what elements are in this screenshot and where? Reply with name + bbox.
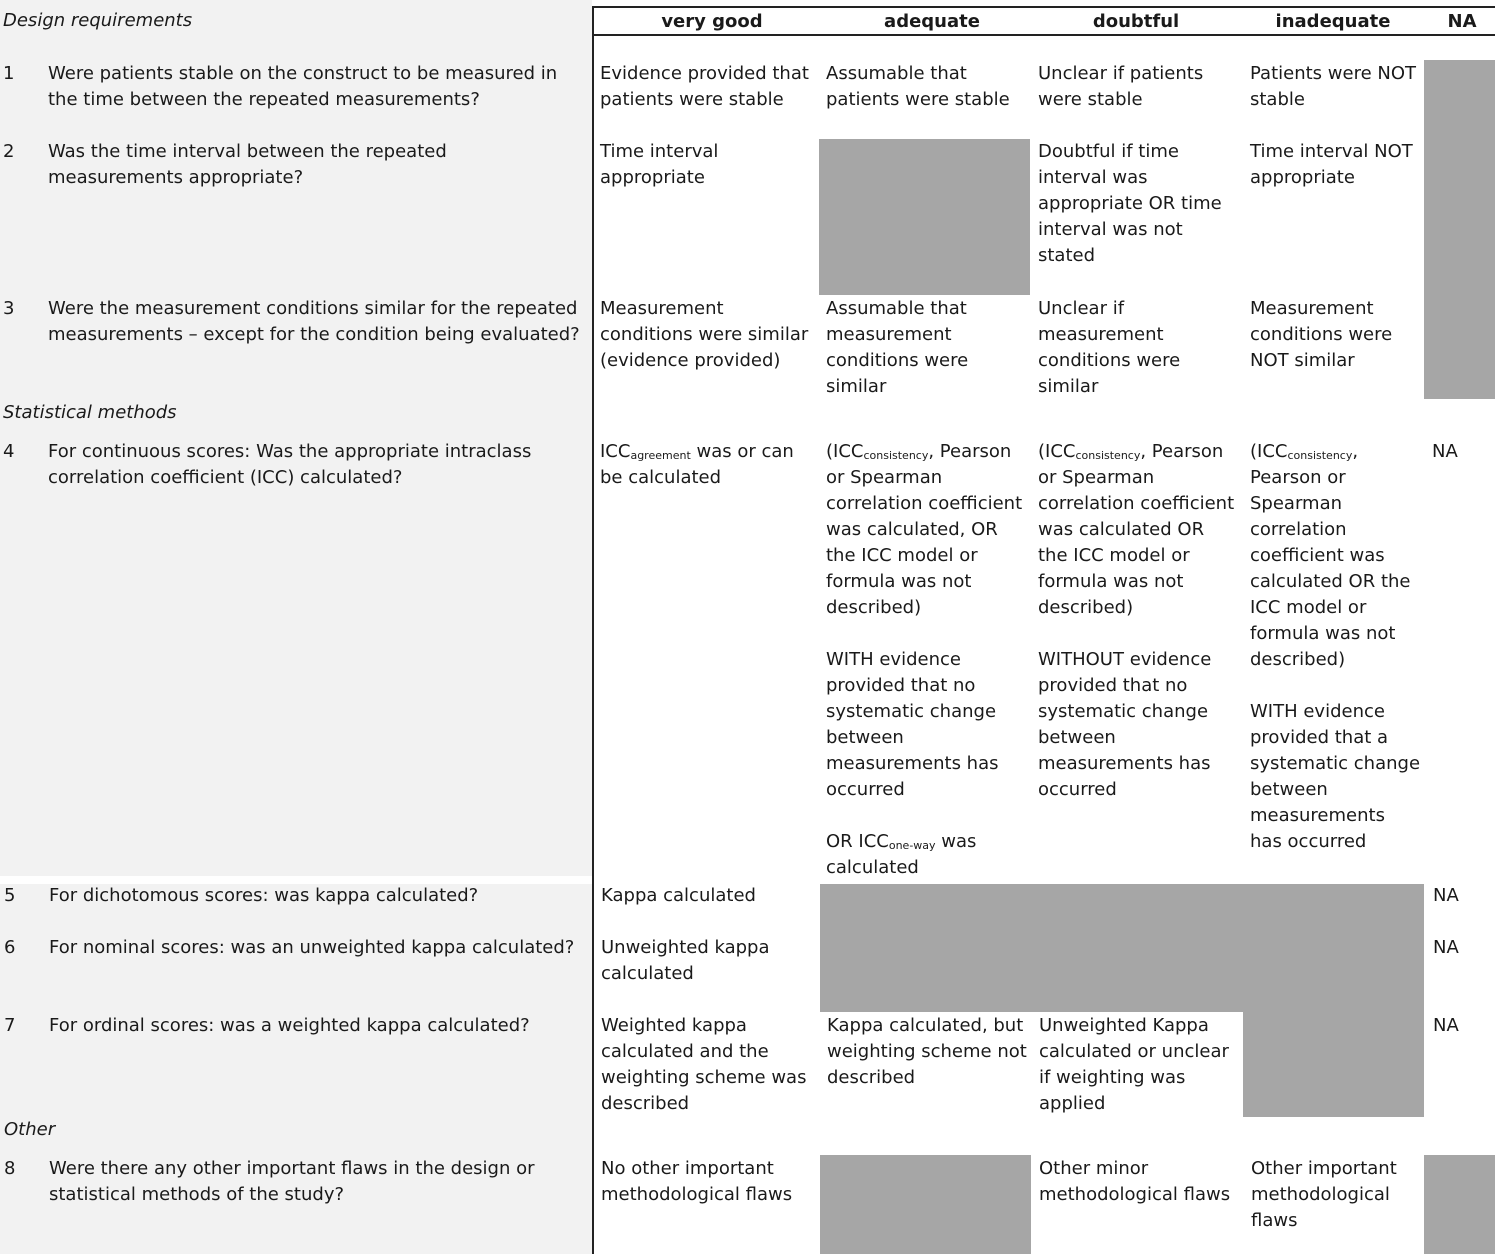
row-6-very-good: Unweighted kappa calculated xyxy=(601,937,770,984)
section-design-requirements: Design requirements xyxy=(3,10,193,31)
row-4-adequate-p3-a: OR ICC xyxy=(826,831,889,852)
row-2-inadequate: Time interval NOT appropriate xyxy=(1250,141,1413,188)
row-4-inadequate-p1 xyxy=(1250,439,1422,673)
row-6-number: 6 xyxy=(4,937,16,958)
row-8-doubtful: Other minor methodological flaws xyxy=(1039,1158,1231,1205)
inadequate-block-row-7 xyxy=(1243,1012,1424,1117)
row-4-number: 4 xyxy=(3,441,15,462)
header-inadequate: inadequate xyxy=(1275,11,1391,32)
row-7-number: 7 xyxy=(4,1015,16,1036)
row-7-question: For ordinal scores: was a weighted kappa calculated? xyxy=(49,1015,530,1036)
row-7-very-good: Weighted kappa calculated and the weighting scheme was described xyxy=(601,1015,807,1114)
row-8-question: Were there any other important flaws in the design or statistical methods of the study? xyxy=(49,1158,535,1205)
row-4-adequate-rest: , Pearson or Spearman correlation coefficient was calculated, OR the ICC model or formula was not described) xyxy=(826,441,1023,618)
row-1-very-good: Evidence provided that patients were stable xyxy=(600,63,809,110)
header-doubtful: doubtful xyxy=(1092,11,1180,32)
adequate-block-row-2 xyxy=(819,139,1030,295)
row-5-number: 5 xyxy=(4,885,16,906)
na-block-rows-1-3 xyxy=(1424,60,1495,399)
row-4-doubtful-p1 xyxy=(1038,439,1238,621)
row-4-adequate-p3-sub: one-way xyxy=(888,839,936,852)
row-7-na: NA xyxy=(1433,1015,1459,1036)
row-4-doubtful-p2: WITHOUT evidence provided that no systematic change between measurements has occurred xyxy=(1038,649,1212,800)
row-4-inadequate-rest: , Pearson or Spearman correlation coefficient was calculated OR the ICC model or formula was not described) xyxy=(1250,441,1411,670)
row-3-number: 3 xyxy=(3,298,15,319)
row-4-doubtful xyxy=(1038,439,1238,803)
row-4-doubtful-sub: consistency xyxy=(1075,449,1141,462)
row-4-very-good-sub: agreement xyxy=(630,449,691,462)
row-4-adequate-open: (ICC xyxy=(826,441,864,462)
section-statistical-methods: Statistical methods xyxy=(3,402,177,423)
row-6-question: For nominal scores: was an unweighted kappa calculated? xyxy=(49,937,575,958)
row-3-very-good: Measurement conditions were similar (evidence provided) xyxy=(600,298,809,371)
row-4-doubtful-open: (ICC xyxy=(1038,441,1076,462)
row-3-adequate: Assumable that measurement conditions were similar xyxy=(826,298,969,397)
row-5-very-good: Kappa calculated xyxy=(601,885,756,906)
table-left-border xyxy=(592,6,594,1254)
block-rows-5-6 xyxy=(820,884,1424,1012)
row-4-very-good-text: was or can be calculated xyxy=(600,441,794,488)
row-5-question: For dichotomous scores: was kappa calculated? xyxy=(49,885,479,906)
left-panel-top xyxy=(0,0,592,876)
row-4-inadequate-p2: WITH evidence provided that a systematic change between measurements has occurred xyxy=(1250,701,1421,852)
row-2-number: 2 xyxy=(3,141,15,162)
row-7-adequate: Kappa calculated, but weighting scheme not described xyxy=(827,1015,1027,1088)
header-top-border xyxy=(592,6,1495,8)
row-1-adequate: Assumable that patients were stable xyxy=(826,63,1010,110)
row-4-adequate xyxy=(826,439,1026,881)
header-na: NA xyxy=(1447,11,1477,32)
row-3-doubtful: Unclear if measurement conditions were similar xyxy=(1038,298,1181,397)
row-8-inadequate: Other important methodological flaws xyxy=(1251,1158,1397,1231)
row-4-question: For continuous scores: Was the appropriate intraclass correlation coefficient (ICC) calculated? xyxy=(48,441,532,488)
row-1-number: 1 xyxy=(3,63,15,84)
row-1-inadequate: Patients were NOT stable xyxy=(1250,63,1416,110)
section-other: Other xyxy=(4,1119,56,1140)
row-4-adequate-sub: consistency xyxy=(863,449,929,462)
row-4-very-good xyxy=(600,439,805,491)
row-5-na: NA xyxy=(1433,885,1459,906)
row-3-question: Were the measurement conditions similar for the repeated measurements – except for the condition being evaluated? xyxy=(48,298,580,345)
row-3-inadequate: Measurement conditions were NOT similar xyxy=(1250,298,1393,371)
row-4-very-good-icc: ICC xyxy=(600,441,631,462)
adequate-block-row-8 xyxy=(820,1155,1031,1254)
row-4-adequate-p3 xyxy=(826,829,1026,881)
row-4-adequate-p3-b: was calculated xyxy=(826,831,977,878)
row-2-question: Was the time interval between the repeated measurements appropriate? xyxy=(48,141,447,188)
row-4-inadequate xyxy=(1250,439,1422,855)
header-adequate: adequate xyxy=(884,11,980,32)
na-block-row-8 xyxy=(1424,1155,1495,1254)
row-2-very-good: Time interval appropriate xyxy=(600,141,719,188)
row-6-na: NA xyxy=(1433,937,1459,958)
row-4-inadequate-open: (ICC xyxy=(1250,441,1288,462)
header-very-good: very good xyxy=(661,11,763,32)
row-4-inadequate-sub: consistency xyxy=(1287,449,1353,462)
row-4-na: NA xyxy=(1432,441,1458,462)
row-8-very-good: No other important methodological flaws xyxy=(601,1158,793,1205)
row-1-doubtful: Unclear if patients were stable xyxy=(1038,63,1204,110)
row-8-number: 8 xyxy=(4,1158,16,1179)
row-2-doubtful: Doubtful if time interval was appropriate OR time interval was not stated xyxy=(1038,141,1222,266)
row-7-doubtful: Unweighted Kappa calculated or unclear if weighting was applied xyxy=(1039,1015,1229,1114)
row-4-adequate-p2: WITH evidence provided that no systematic change between measurements has occurred xyxy=(826,649,999,800)
row-4-adequate-p1 xyxy=(826,439,1026,621)
row-1-question: Were patients stable on the construct to be measured in the time between the repeated measurements? xyxy=(48,63,558,110)
row-4-doubtful-rest: , Pearson or Spearman correlation coefficient was calculated OR the ICC model or formula was not described) xyxy=(1038,441,1235,618)
